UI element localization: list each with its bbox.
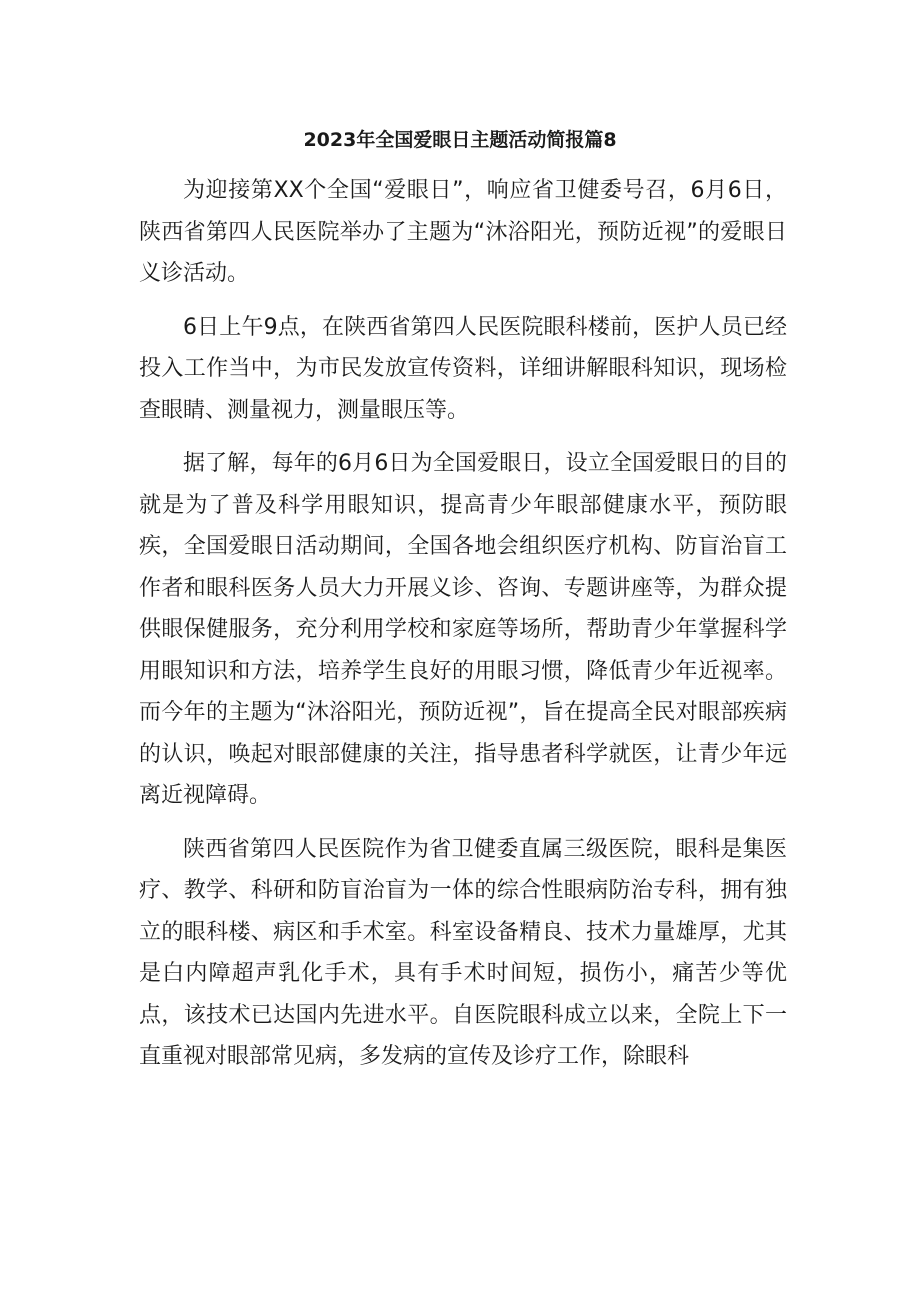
paragraph-2: 6日上午9点，在陕西省第四人民医院眼科楼前，医护人员已经投入工作当中，为市民发放宣传资料，详细讲解眼科知识，现场检查眼睛、测量视力，测量眼压等。 [139, 314, 787, 423]
paragraph-4: 陕西省第四人民医院作为省卫健委直属三级医院，眼科是集医疗、教学、科研和防盲治盲为一体的综合性眼病防治专科，拥有独立的眼科楼、病区和手术室。科室设备精良、技术力量雄厚，尤其是白内障超声乳化手术，具有手术时间短，损伤小，痛苦少等优点，该技术已达国内先进水平。自医院眼科成立以来，全院上下一直重视对眼部常见病，多发病的宣传及诊疗工作，除眼科 [139, 836, 787, 1069]
document-body [139, 170, 787, 1090]
paragraph-3: 据了解，每年的6月6日为全国爱眼日，设立全国爱眼日的目的就是为了普及科学用眼知识，提高青少年眼部健康水平，预防眼疾，全国爱眼日活动期间，全国各地会组织医疗机构、防盲治盲工作者和眼科医务人员大力开展义诊、咨询、专题讲座等，为群众提供眼保健服务，充分利用学校和家庭等场所，帮助青少年掌握科学用眼知识和方法，培养学生良好的用眼习惯，降低青少年近视率。而今年的主题为“沐浴阳光，预防近视”，旨在提高全民对眼部疾病的认识，唤起对眼部健康的关注，指导患者科学就医，让青少年远离近视障碍。 [139, 451, 787, 808]
document-title: 2023年全国爱眼日主题活动简报篇8 [303, 129, 617, 151]
paragraph-1: 为迎接第XX个全国“爱眼日”，响应省卫健委号召，6月6日，陕西省第四人民医院举办了主题为“沐浴阳光，预防近视”的爱眼日义诊活动。 [139, 178, 787, 286]
